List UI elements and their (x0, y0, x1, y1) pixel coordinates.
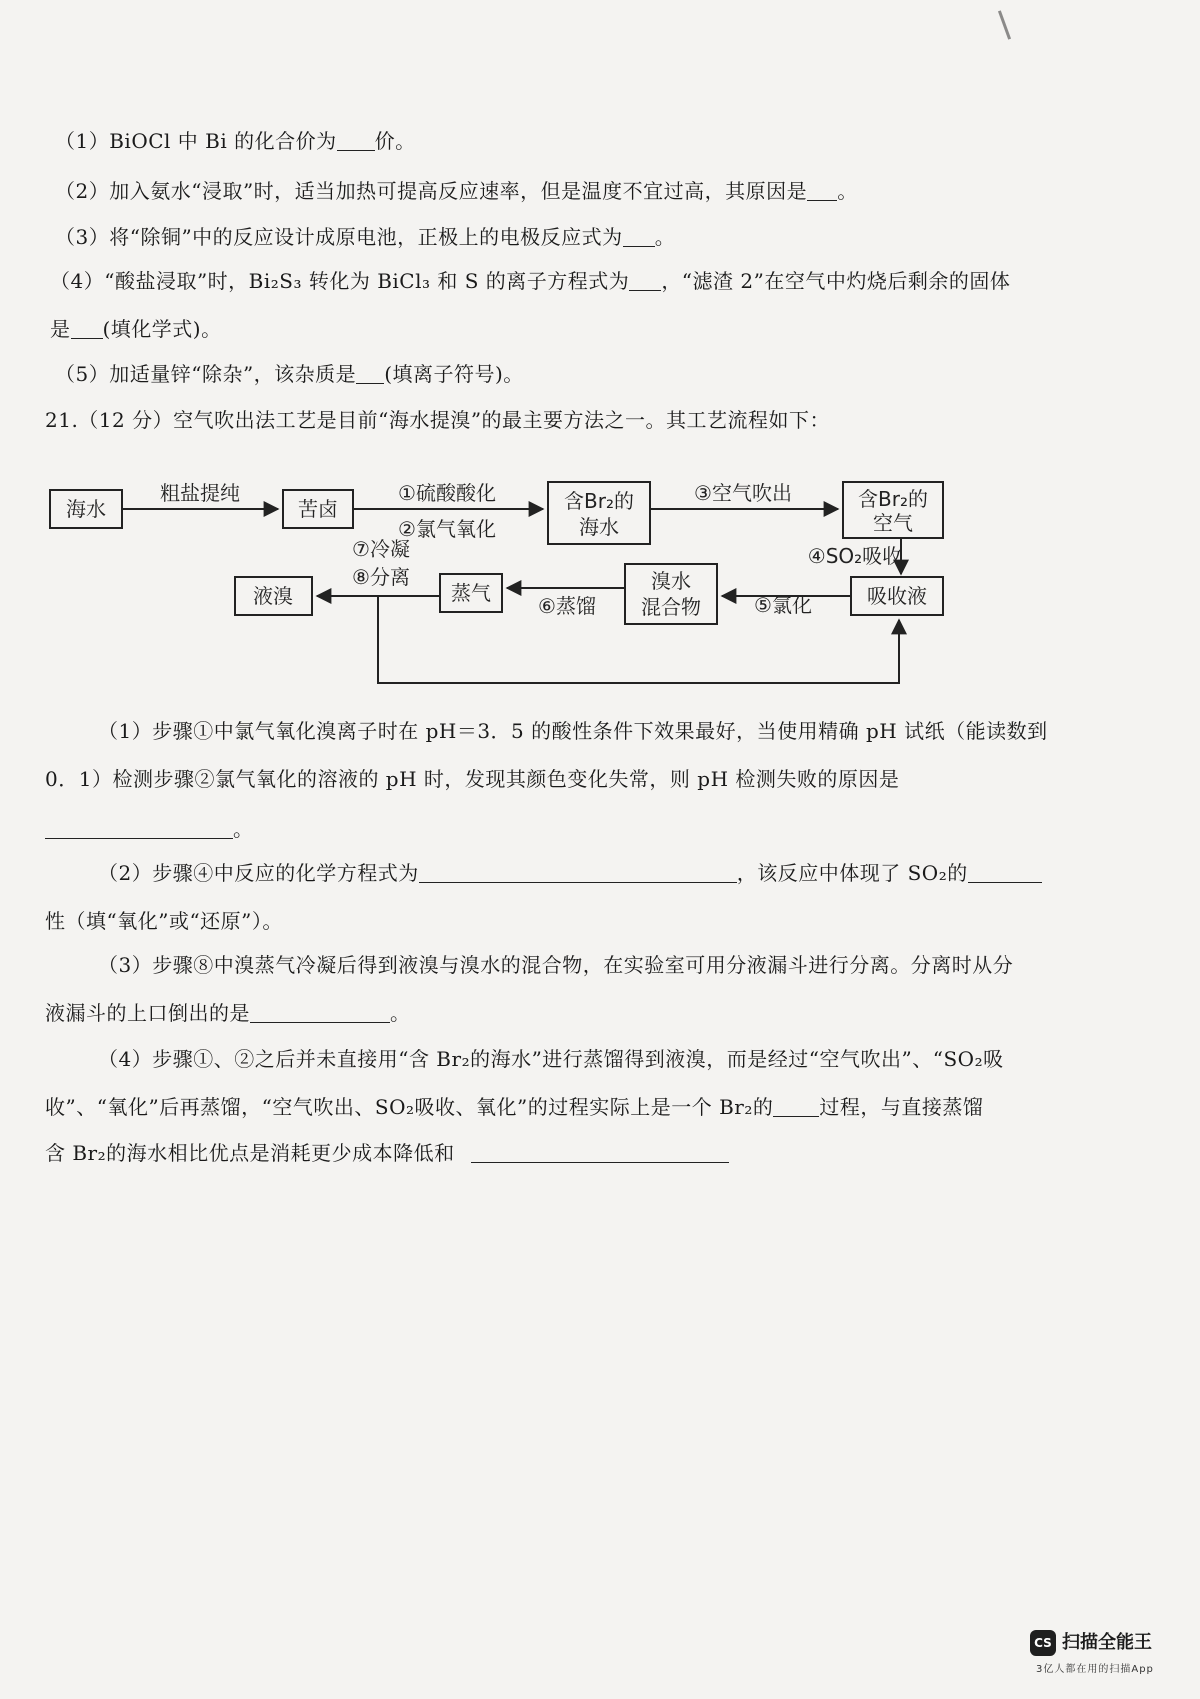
arrow-recycle-loop (378, 596, 899, 683)
svg-text:混合物: 混合物 (641, 595, 701, 619)
node-br-seawater (548, 482, 650, 544)
cs-logo-icon: CS (1030, 1630, 1056, 1656)
svg-text:液溴: 液溴 (253, 584, 293, 608)
svg-text:海水: 海水 (579, 515, 619, 539)
answer-blank[interactable] (45, 818, 233, 839)
answer-blank[interactable] (419, 862, 737, 883)
answer-blank[interactable] (968, 862, 1042, 883)
answer-blank[interactable] (250, 1002, 390, 1023)
answer-blank[interactable] (471, 1142, 729, 1163)
q21-part3-line2: 液漏斗的上口倒出的是 。 (45, 1001, 411, 1025)
label-step5: ⑤氯化 (754, 593, 812, 617)
node-vapor (440, 574, 502, 612)
svg-text:蒸气: 蒸气 (451, 581, 491, 605)
q21-header: 21.（12 分）空气吹出法工艺是目前“海水提溴”的最主要方法之一。其工艺流程如下： (45, 408, 831, 432)
q21-part3-line1: （3）步骤⑧中溴蒸气冷凝后得到液溴与溴水的混合物，在实验室可用分液漏斗进行分离。分离时从分 (98, 953, 1014, 977)
label-step4: ④SO₂吸收 (807, 544, 903, 568)
q21-part2-line2: 性（填“氧化”或“还原”）。 (45, 909, 283, 933)
q20-part2: （2）加入氨水“浸取”时，适当加热可提高反应速率，但是温度不宜过高，其原因是 。 (55, 179, 858, 203)
q21-part4-line3: 含 Br₂的海水相比优点是消耗更少成本降低和 (45, 1140, 729, 1166)
label-purify: 粗盐提纯 (160, 481, 240, 505)
answer-blank[interactable] (71, 318, 103, 339)
q21-part1-line1: （1）步骤①中氯气氧化溴离子时在 pH＝3．5 的酸性条件下效果最好，当使用精确 pH 试纸（能读数到 (98, 719, 1048, 743)
scan-mark (998, 10, 1011, 39)
node-liquid-bromine (235, 577, 312, 615)
q20-part4-cont: 是 (填化学式)。 (50, 317, 222, 341)
q21-part1-line3: 。 (45, 816, 254, 842)
svg-text:含Br₂的: 含Br₂的 (858, 487, 928, 511)
answer-blank[interactable] (356, 363, 384, 384)
label-step1: ①硫酸酸化 (398, 481, 496, 505)
q20-part1: （1）BiOCl 中 Bi 的化合价为 价。 (55, 129, 416, 153)
svg-text:含Br₂的: 含Br₂的 (564, 489, 634, 513)
q20-part4: （4）“酸盐浸取”时，Bi₂S₃ 转化为 BiCl₃ 和 S 的离子方程式为 ，“滤渣 2”在空气中灼烧后剩余的固体 (50, 269, 1011, 293)
svg-text:吸收液: 吸收液 (867, 584, 927, 608)
svg-text:空气: 空气 (873, 511, 913, 535)
q21-part2-line1: （2）步骤④中反应的化学方程式为 ，该反应中体现了 SO₂的 (98, 860, 1042, 886)
label-step7: ⑦冷凝 (352, 537, 410, 561)
process-flow-diagram (45, 478, 1035, 728)
q20-part5: （5）加适量锌“除杂”，该杂质是 (填离子符号)。 (55, 362, 524, 386)
answer-blank[interactable] (807, 180, 837, 201)
q20-part3: （3）将“除铜”中的反应设计成原电池，正极上的电极反应式为 。 (55, 225, 676, 249)
node-seawater (50, 490, 122, 528)
answer-blank[interactable] (337, 130, 375, 151)
answer-blank[interactable] (629, 270, 661, 291)
svg-text:海水: 海水 (66, 497, 106, 521)
q21-part4-line2: 收”、“氧化”后再蒸馏，“空气吹出、SO₂吸收、氧化”的过程实际上是一个 Br₂的 过程，与直接蒸馏 (45, 1095, 984, 1119)
label-step2: ②氯气氧化 (398, 517, 496, 541)
q21-part1-line2: 0．1）检测步骤②氯气氧化的溶液的 pH 时，发现其颜色变化失常，则 pH 检测失败的原因是 (45, 767, 900, 791)
svg-text:溴水: 溴水 (651, 569, 691, 593)
node-brine (283, 490, 353, 528)
answer-blank[interactable] (773, 1096, 819, 1117)
brand-tagline: 3亿人都在用的扫描App (1036, 1664, 1154, 1675)
q21-part4-line1: （4）步骤①、②之后并未直接用“含 Br₂的海水”进行蒸馏得到液溴，而是经过“空气吹出”、“SO₂吸 (98, 1047, 1004, 1071)
node-mixture (625, 564, 717, 624)
label-step6: ⑥蒸馏 (538, 594, 596, 618)
label-step8: ⑧分离 (352, 565, 410, 589)
answer-blank[interactable] (623, 226, 655, 247)
brand-name: 扫描全能王 (1062, 1632, 1152, 1653)
node-br-air (843, 482, 943, 538)
label-step3: ③空气吹出 (694, 481, 792, 505)
node-absorb (851, 577, 943, 615)
svg-text:苦卤: 苦卤 (298, 497, 338, 521)
